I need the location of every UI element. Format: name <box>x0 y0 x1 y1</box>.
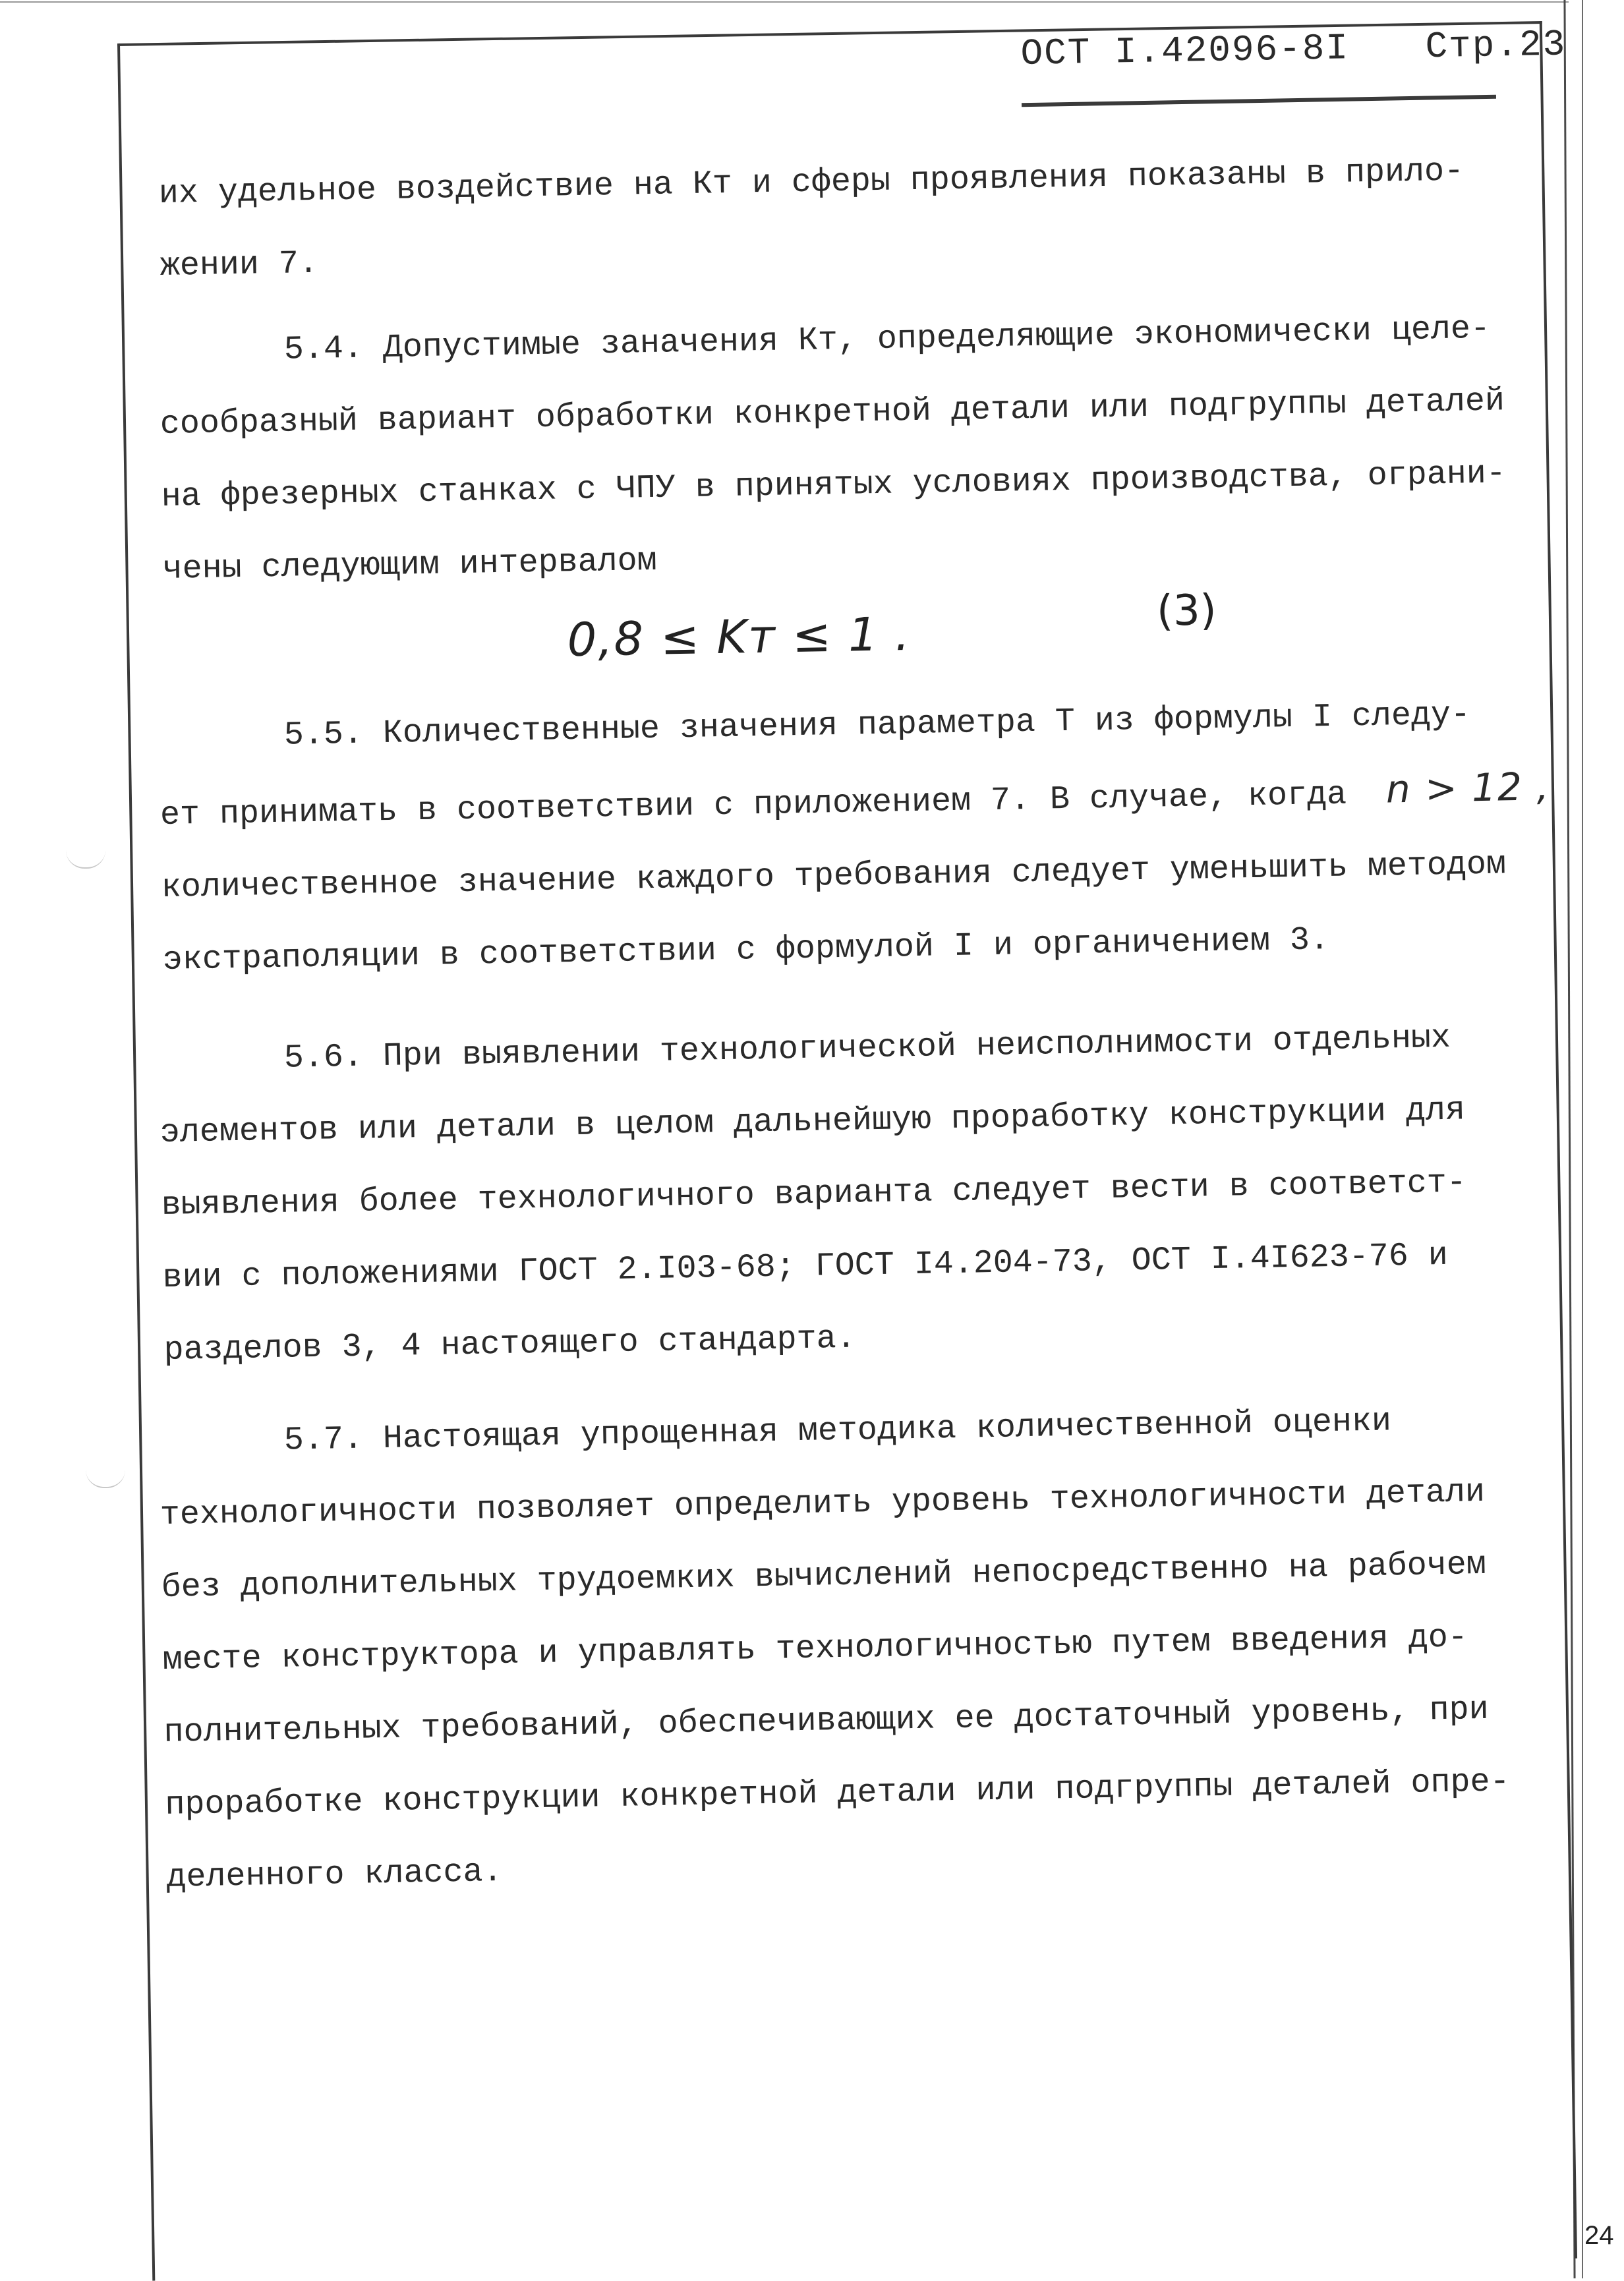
text-line: экстраполяции в соответствии с формулой I и органичением 3. <box>162 921 1330 979</box>
text-line: месте конструктора и управлять технологичностью путем введения до- <box>162 1619 1468 1679</box>
page-number: 24 <box>1584 2221 1614 2250</box>
text-line: сообразный вариант обработки конкретной детали или подгруппы деталей <box>160 382 1505 444</box>
text-line: элементов или детали в целом дальнейшую проработку конструкции для <box>160 1091 1466 1152</box>
text-line: разделов 3, 4 настоящего стандарта. <box>163 1319 857 1370</box>
text-line: на фрезерных станках с ЧПУ в принятых условиях производства, ограни- <box>161 455 1507 516</box>
text-line: 5.4. Допустимые заначения Кт, определяющие экономически целе- <box>283 310 1491 369</box>
paragraph-5-5 <box>158 678 1553 997</box>
text-line: деленного класса. <box>165 1853 503 1897</box>
paragraph-5-4 <box>158 293 1508 606</box>
scan-top-edge <box>0 1 1569 3</box>
formula-expression: 0,8 ≤ Kт ≤ 1 . <box>567 606 912 667</box>
text-line: проработке конструкции конкретной детали или подгруппы деталей опре- <box>165 1763 1511 1824</box>
text-line: вии с положениями ГОСТ 2.I03-68; ГОСТ I4.204-73, ОСТ I.4I623-76 и <box>162 1236 1449 1297</box>
text-line: 5.7. Настоящая упрощенная методика количественной оценки <box>283 1402 1392 1460</box>
handwritten-condition: n > 12 , <box>1385 764 1551 812</box>
paragraph-5-7 <box>158 1383 1511 1914</box>
margin-mark <box>86 1470 125 1488</box>
text-line: технологичности позволяет определить уровень технологичности детали <box>160 1473 1486 1534</box>
margin-mark <box>66 850 105 869</box>
text-line: 5.6. При выявлении технологической неисполнимости отдельных <box>283 1019 1451 1078</box>
text-line: полнительных требований, обеспечивающих ее достаточный уровень, при <box>163 1690 1490 1752</box>
paragraph-5-6 <box>158 1002 1470 1387</box>
text-line: без дополнительных трудоемких вычислений непосредственно на рабочем <box>161 1545 1487 1607</box>
text-line: 5.5. Количественные значения параметра Т из формулы I следу- <box>283 696 1471 755</box>
text-line: их удельное воздействие на Кт и сферы проявления показаны в прило- <box>158 152 1464 213</box>
text-line: выявления более технологичного варианта следует вести в соответст- <box>161 1164 1467 1225</box>
paragraph-intro <box>158 135 1466 303</box>
formula-number: (3) <box>1156 586 1217 636</box>
page-label: Стр.23 <box>1425 23 1567 69</box>
scan-right-edge-outer <box>1582 0 1583 2278</box>
standard-code: ОСТ I.42096-8I <box>1020 27 1350 75</box>
text-line: количественное значение каждого требования следует уменьшить методом <box>161 846 1507 907</box>
text-line: жении 7. <box>160 245 319 285</box>
text-line: чены следующим интервалом <box>162 542 658 589</box>
text-line-segment: ет принимать в соответствии с приложением 7. В случае, когда <box>160 776 1347 834</box>
